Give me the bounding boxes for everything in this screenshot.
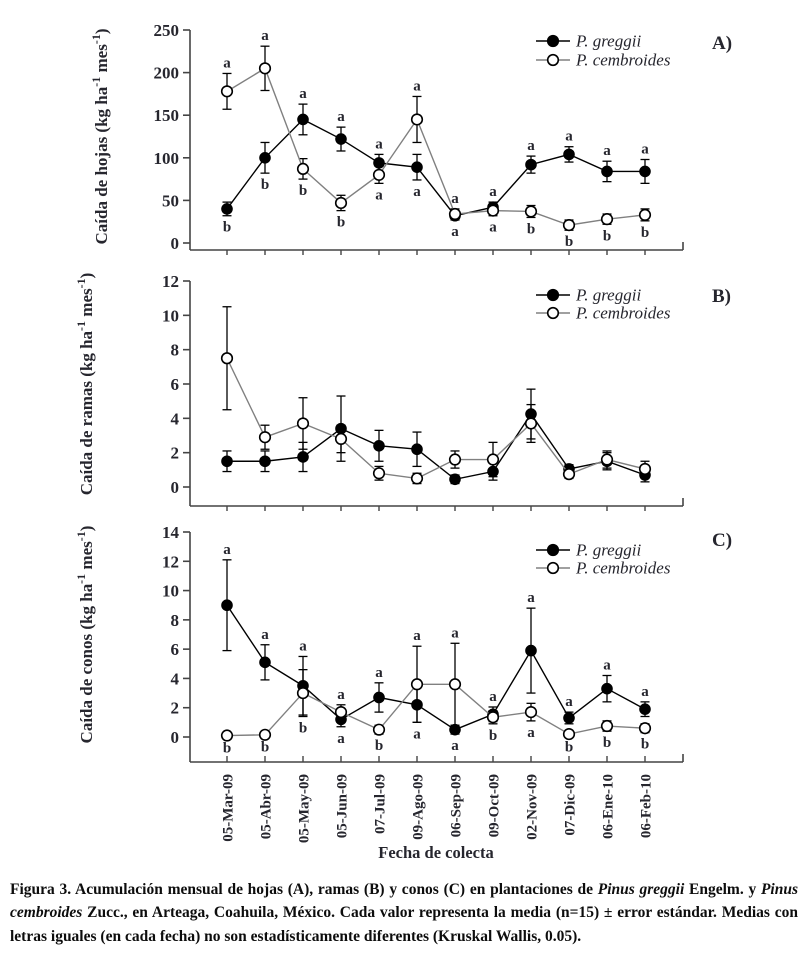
letter-annotation: a (527, 724, 535, 741)
legend-item (536, 286, 641, 305)
legend-item (536, 304, 671, 323)
data-point (260, 432, 271, 443)
data-point (412, 473, 423, 484)
letter-annotation: a (489, 688, 497, 705)
y-tick-label: 4 (170, 409, 179, 429)
letter-annotation: b (222, 219, 232, 236)
letter-annotation: a (451, 223, 459, 240)
data-point (602, 166, 613, 177)
data-point (526, 645, 537, 656)
data-point (640, 704, 651, 715)
y-tick-label: 12 (162, 552, 179, 572)
data-point (564, 149, 575, 160)
data-point (564, 729, 575, 740)
data-point (336, 434, 347, 445)
series-line (227, 684, 645, 735)
letter-annotation: a (375, 187, 383, 204)
caption-text: Engelm. y (684, 881, 761, 898)
series-greggii (222, 389, 651, 484)
filled-circle-icon (548, 545, 559, 556)
series-line (227, 605, 645, 729)
series-line (227, 68, 645, 225)
letter-annotation: b (564, 739, 574, 756)
letter-annotation: b (564, 234, 574, 251)
letter-annotation: b (336, 214, 346, 231)
y-tick-label: 6 (170, 375, 179, 394)
data-point (336, 198, 347, 209)
letter-annotation: b (374, 738, 384, 755)
letter-annotation: a (299, 638, 307, 655)
y-tick-label: 50 (162, 191, 179, 211)
legend-label: P. greggii (576, 285, 642, 305)
y-tick-label: 10 (162, 306, 179, 326)
letter-annotation: a (451, 190, 459, 207)
date-label: 06-Ene-10 (600, 774, 617, 839)
letter-annotation: a (489, 184, 497, 201)
letter-annotation: a (223, 541, 231, 558)
date-label: 06-Sep-09 (448, 774, 465, 838)
data-point (488, 205, 499, 216)
data-point (374, 692, 385, 703)
data-point (260, 657, 271, 668)
letter-annotation: a (375, 136, 383, 153)
letter-annotation: a (337, 686, 345, 703)
letter-annotation: a (413, 78, 421, 95)
data-point (412, 679, 423, 690)
data-point (640, 210, 651, 221)
data-point (222, 456, 233, 467)
date-label: 05-May-09 (296, 774, 313, 844)
data-point (298, 114, 309, 125)
letter-annotation: a (527, 590, 535, 607)
data-point (450, 724, 461, 735)
letter-annotation: b (602, 228, 612, 245)
data-point (336, 134, 347, 145)
data-point (526, 159, 537, 170)
letter-annotation: a (489, 219, 497, 236)
y-tick-label: 12 (162, 272, 179, 291)
data-point (260, 63, 271, 74)
data-point (222, 353, 233, 364)
letter-annotation: b (298, 183, 308, 200)
data-point (526, 707, 537, 718)
data-point (640, 166, 651, 177)
letter-annotation: a (413, 183, 421, 200)
data-point (412, 444, 423, 455)
letter-annotation: a (565, 694, 573, 711)
series-cembroides (222, 307, 651, 484)
letter-annotation: a (337, 730, 345, 747)
data-point (374, 170, 385, 181)
y-tick-label: 200 (153, 63, 179, 83)
panel-label: B) (712, 286, 731, 307)
data-point (374, 468, 385, 479)
legend-item (536, 559, 671, 578)
panel-c (74, 523, 732, 762)
data-point (450, 454, 461, 465)
data-point (222, 730, 233, 741)
letter-annotation: a (413, 726, 421, 743)
letter-annotation: b (640, 224, 650, 241)
panel-label: C) (712, 530, 733, 551)
letter-annotation: a (603, 657, 611, 674)
date-label: 05-Jun-09 (334, 774, 351, 839)
letter-annotation: b (640, 736, 650, 753)
letter-annotation: b (602, 735, 612, 752)
filled-circle-icon (548, 290, 559, 301)
legend-item (536, 32, 641, 51)
data-point (260, 153, 271, 164)
data-point (564, 220, 575, 231)
data-point (336, 707, 347, 718)
data-point (260, 456, 271, 467)
open-circle-icon (548, 55, 559, 66)
letter-annotation: a (261, 626, 269, 643)
y-tick-label: 10 (162, 581, 179, 601)
y-tick-label: 250 (153, 21, 179, 40)
letter-annotation: a (603, 143, 611, 160)
y-tick-label: 150 (153, 106, 179, 126)
series-greggii (222, 104, 651, 221)
legend-item (536, 51, 671, 70)
letter-annotation: b (260, 177, 270, 194)
legend-item (536, 541, 641, 560)
series-greggii (222, 560, 651, 735)
data-point (374, 724, 385, 735)
data-point (488, 454, 499, 465)
data-point (222, 600, 233, 611)
y-tick-label: 0 (170, 234, 179, 253)
data-point (450, 474, 461, 485)
legend-label: P. cembroides (576, 50, 671, 70)
y-tick-label: 6 (170, 640, 179, 660)
data-point (298, 688, 309, 699)
caption-species-italic: Pinus cembroides (10, 881, 799, 922)
y-tick-label: 0 (170, 728, 179, 747)
data-point (412, 114, 423, 125)
data-point (488, 712, 499, 723)
letter-annotation: b (298, 720, 308, 737)
open-circle-icon (548, 308, 559, 319)
letter-annotation: a (375, 664, 383, 681)
letter-annotation: b (222, 740, 232, 757)
legend-label: P. cembroides (576, 558, 671, 578)
data-point (450, 209, 461, 220)
letter-annotation: a (527, 138, 535, 155)
y-axis-title: Caída de ramas (kg $ha^{-1}$ mes$^{-1}$) (74, 272, 96, 496)
date-label: 05-Abr-09 (258, 774, 275, 840)
data-point (526, 418, 537, 429)
date-label: 09-Oct-09 (486, 774, 503, 838)
letter-annotation: a (451, 738, 459, 755)
panel-a (89, 21, 732, 255)
series-cembroides (222, 46, 651, 230)
data-point (374, 441, 385, 452)
panel-b (74, 272, 731, 511)
data-point (564, 713, 575, 724)
open-circle-icon (548, 563, 559, 574)
date-label: 05-Mar-09 (220, 774, 237, 842)
y-tick-label: 0 (170, 478, 179, 497)
data-point (450, 679, 461, 690)
filled-circle-icon (548, 36, 559, 47)
legend-label: P. greggii (576, 540, 642, 560)
legend-label: P. cembroides (576, 303, 671, 323)
y-tick-label: 4 (170, 669, 179, 689)
letter-annotation: a (565, 128, 573, 145)
date-label: 06-Feb-10 (638, 774, 655, 839)
data-point (564, 469, 575, 480)
y-axis-title: Caída de hojas (kg $ha^{-1}$ mes$^{-1}$) (89, 28, 111, 245)
x-axis-labels (221, 774, 655, 862)
letter-annotation: a (413, 628, 421, 645)
data-point (602, 214, 613, 225)
letter-annotation: a (299, 86, 307, 103)
y-axis-title: Caída de conos (kg $ha^{-1}$ mes$^{-1}$) (74, 525, 96, 744)
y-tick-label: 8 (170, 610, 179, 630)
date-label: 07-Dic-09 (562, 774, 579, 836)
letter-annotation: a (641, 141, 649, 158)
y-tick-label: 2 (170, 443, 179, 463)
letter-annotation: b (526, 221, 536, 238)
data-point (640, 723, 651, 734)
caption-text: Figura 3. Acumulación mensual de hojas (A), ramas (B) y conos (C) en plantaciones de (10, 881, 598, 898)
caption-species-italic: Pinus greggii (597, 881, 685, 898)
panel-label: A) (712, 33, 733, 54)
series-line (227, 358, 645, 478)
figure-caption (10, 878, 798, 948)
caption-text: Zucc., en Arteaga, Coahuila, México. Cada valor representa la media (n=15) ± error estándar. Medias con letras iguales (en cada fecha) no son estadísticamente diferentes (Kruskal Wallis, 0.05). (10, 904, 798, 945)
y-tick-label: 100 (153, 148, 179, 168)
date-label: 07-Jul-09 (372, 774, 389, 834)
data-point (298, 164, 309, 175)
data-point (602, 683, 613, 694)
date-label: 02-Nov-09 (524, 774, 541, 840)
data-point (222, 204, 233, 215)
series-cembroides (222, 643, 651, 741)
y-tick-label: 8 (170, 340, 179, 360)
letter-annotation: a (337, 109, 345, 126)
legend-label: P. greggii (576, 31, 642, 51)
date-label: 09-Ago-09 (410, 774, 427, 840)
letter-annotation: a (451, 625, 459, 642)
data-point (298, 418, 309, 429)
letter-annotation: b (488, 727, 498, 744)
letter-annotation: b (260, 739, 270, 756)
data-point (602, 721, 613, 732)
y-tick-label: 14 (162, 523, 179, 542)
letter-annotation: a (261, 28, 269, 45)
data-point (298, 452, 309, 463)
letter-annotation: a (223, 55, 231, 72)
data-point (640, 464, 651, 475)
letter-annotation: a (641, 683, 649, 700)
y-tick-label: 2 (170, 698, 179, 718)
data-point (526, 206, 537, 217)
data-point (602, 454, 613, 465)
data-point (222, 86, 233, 97)
data-point (260, 730, 271, 741)
data-point (412, 162, 423, 173)
x-axis-title: Fecha de colecta (378, 843, 494, 862)
